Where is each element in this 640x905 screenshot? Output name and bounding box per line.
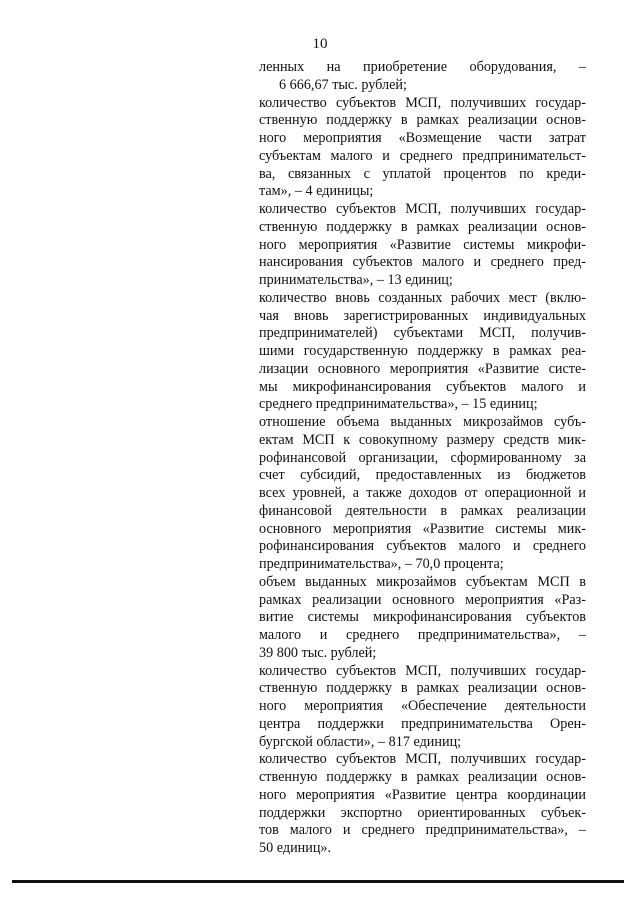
text-line: ственную поддержку в рамках реализации основ- <box>259 769 586 785</box>
text-line: ленных на приобретение оборудования, – <box>259 59 586 75</box>
paragraph <box>259 201 586 290</box>
text-line: количество субъектов МСП, получивших государ- <box>259 751 586 768</box>
text-line: рофинансовой организации, сформированному за <box>259 449 586 466</box>
text-line: витие системы микрофинансирования субъектов <box>259 609 586 626</box>
text-line: ного мероприятия «Развитие центра координации <box>259 786 586 803</box>
text-line: ственную поддержку в рамках реализации основ- <box>259 218 586 235</box>
text-line: финансовой деятельности в рамках реализации <box>259 502 586 519</box>
paragraph <box>259 574 586 663</box>
text-line: субъектам малого и среднего предпринимательст- <box>259 147 586 164</box>
text-line: количество субъектов МСП, получивших государ- <box>259 94 586 111</box>
text-line: 6 666,67 тыс. рублей; <box>279 76 407 93</box>
paragraph <box>259 414 586 574</box>
text-line: 39 800 тыс. рублей; <box>259 644 377 661</box>
paragraph <box>259 95 586 202</box>
text-line: ного мероприятия «Развитие системы микрофи- <box>259 236 586 253</box>
text-line: ного мероприятия «Обеспечение деятельности <box>259 698 586 714</box>
text-line: ственную поддержку в рамках реализации основ- <box>259 112 586 129</box>
text-line: среднего предпринимательства», – 15 единиц; <box>259 396 538 413</box>
text-line: количество вновь созданных рабочих мест (вклю- <box>259 289 586 306</box>
paragraph <box>259 663 586 752</box>
text-column <box>259 59 586 858</box>
text-line: рамках реализации основного мероприятия «Раз- <box>259 591 586 608</box>
text-line: центра поддержки предпринимательства Орен- <box>259 715 586 732</box>
text-line: основного мероприятия «Развитие системы мик- <box>259 520 586 537</box>
text-line: шими государственную поддержку в рамках реа- <box>259 343 586 359</box>
text-line: ственную поддержку в рамках реализации основ- <box>259 680 586 697</box>
page-number: 10 <box>312 36 328 52</box>
text-line: лизации основного мероприятия «Развитие систе- <box>259 360 586 377</box>
text-line: количество субъектов МСП, получивших государ- <box>259 201 586 217</box>
paragraph <box>259 59 586 95</box>
text-line: предпринимательства», – 70,0 процента; <box>259 556 504 572</box>
text-line: чая вновь зарегистрированных индивидуальных <box>259 307 586 324</box>
text-line: всех уровней, а также доходов от операционной и <box>259 485 586 501</box>
text-line: количество субъектов МСП, получивших государ- <box>259 662 586 679</box>
text-line: поддержки экспортно ориентированных субъек- <box>259 804 586 821</box>
text-line: 50 единиц». <box>259 840 332 856</box>
text-line: принимательства», – 13 единиц; <box>259 272 453 288</box>
text-line: тов малого и среднего предпринимательства», – <box>259 822 586 839</box>
text-line: счет субсидий, предоставленных из бюджетов <box>259 467 586 484</box>
text-line: рофинансирования субъектов малого и среднего <box>259 538 586 555</box>
text-line: нансирования субъектов малого и среднего пред- <box>259 254 586 271</box>
bottom-rule <box>12 880 624 883</box>
text-line: ва, связанных с уплатой процентов по креди- <box>259 165 586 182</box>
text-line: ного мероприятия «Возмещение части затрат <box>259 130 586 146</box>
text-line: малого и среднего предпринимательства», – <box>259 627 586 643</box>
paragraph <box>259 290 586 414</box>
text-line: объем выданных микрозаймов субъектам МСП в <box>259 573 586 590</box>
paragraph <box>259 751 586 858</box>
text-line: предпринимателей) субъектами МСП, получив- <box>259 325 586 342</box>
text-line: там», – 4 единицы; <box>259 183 374 200</box>
text-line: ектам МСП к совокупному размеру средств мик- <box>259 431 586 448</box>
text-line: мы микрофинансирования субъектов малого и <box>259 378 586 395</box>
text-line: бургской области», – 817 единиц; <box>259 733 462 750</box>
text-line: отношение объема выданных микрозаймов субъ- <box>259 414 586 430</box>
